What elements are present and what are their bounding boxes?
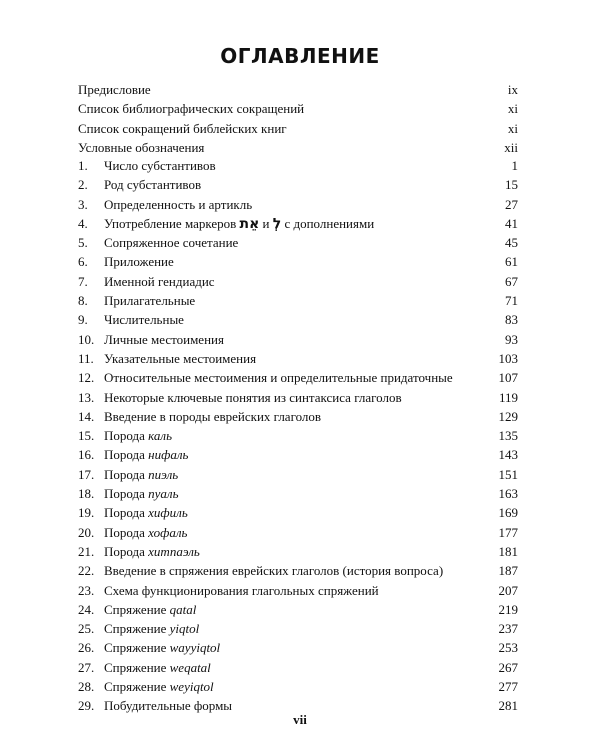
toc-entry-number: 20. bbox=[78, 524, 95, 540]
front-matter-list bbox=[78, 80, 518, 157]
toc-entry[interactable] bbox=[78, 388, 518, 407]
toc-entry-title-text: Порода bbox=[104, 466, 149, 482]
toc-entry[interactable] bbox=[78, 156, 518, 175]
toc-entry-page: xi bbox=[507, 101, 518, 117]
toc-entry-page: 107 bbox=[498, 370, 518, 386]
toc-entry-title-text: Порода bbox=[104, 428, 149, 444]
toc-entry-number: 13. bbox=[78, 389, 95, 405]
toc-entry-number: 2. bbox=[78, 177, 88, 193]
toc-entry-number: 8. bbox=[78, 293, 88, 309]
toc-entry-title-text: и bbox=[259, 215, 273, 231]
chapter-list bbox=[78, 156, 518, 716]
toc-entry[interactable] bbox=[78, 542, 518, 561]
toc-entry-title: Личные местоимения bbox=[104, 331, 224, 347]
toc-entry-page: 281 bbox=[498, 698, 518, 714]
toc-entry-number: 15. bbox=[78, 428, 95, 444]
toc-entry-title-term: пуаль bbox=[148, 486, 179, 502]
toc-entry-title: Число субстантивов bbox=[104, 158, 216, 173]
toc-entry-number: 6. bbox=[78, 254, 88, 270]
toc-entry-page: 41 bbox=[505, 215, 518, 231]
toc-entry-title: Схема функционирования глагольных спряжений bbox=[104, 582, 379, 598]
toc-entry-number: 9. bbox=[78, 312, 88, 328]
toc-entry-page: 277 bbox=[498, 679, 518, 695]
toc-entry[interactable] bbox=[78, 503, 518, 522]
toc-entry-title-term: хифиль bbox=[148, 505, 188, 521]
toc-entry-title-text: Спряжение bbox=[104, 679, 170, 695]
toc-entry-page: xi bbox=[507, 120, 518, 136]
toc-entry-number: 25. bbox=[78, 621, 95, 637]
toc-entry-page: 61 bbox=[505, 254, 518, 270]
toc-entry-number: 7. bbox=[78, 273, 88, 289]
toc-entry-number: 27. bbox=[78, 659, 95, 675]
toc-entry-page: 27 bbox=[505, 196, 518, 212]
toc-entry-title bbox=[104, 619, 199, 638]
toc-entry-page: 163 bbox=[498, 486, 518, 502]
toc-entry-page: 93 bbox=[505, 331, 518, 347]
toc-entry-title-term: хофаль bbox=[148, 524, 188, 540]
toc-entry-number: 10. bbox=[78, 331, 95, 347]
toc-entry-number: 29. bbox=[78, 698, 95, 714]
toc-entry-title: Побудительные формы bbox=[104, 698, 233, 714]
toc-entry-title-term: нифаль bbox=[148, 447, 189, 463]
toc-entry-title bbox=[104, 503, 188, 522]
toc-entry[interactable] bbox=[78, 310, 518, 329]
toc-entry-page: 187 bbox=[498, 563, 518, 579]
toc-entry-title bbox=[104, 484, 179, 503]
toc-entry-title-term: каль bbox=[148, 428, 172, 444]
toc-entry[interactable] bbox=[78, 138, 518, 157]
toc-entry[interactable] bbox=[78, 581, 518, 600]
toc-entry-page: 1 bbox=[511, 158, 518, 173]
toc-entry-title: Введение в породы еврейских глаголов bbox=[104, 408, 322, 424]
toc-entry[interactable] bbox=[78, 677, 518, 696]
toc-entry[interactable] bbox=[78, 175, 518, 194]
toc-entry-number: 1. bbox=[78, 158, 88, 173]
toc-entry[interactable] bbox=[78, 426, 518, 445]
toc-entry-title-text: Порода bbox=[104, 486, 149, 502]
toc-entry-title-term: weyiqtol bbox=[169, 679, 214, 695]
toc-entry-title: Указательные местоимения bbox=[104, 350, 257, 366]
toc-entry-number: 3. bbox=[78, 196, 88, 212]
hebrew-marker: אֵת bbox=[239, 215, 260, 232]
toc-entry-title bbox=[104, 426, 172, 445]
toc-entry-title-term: wayyiqtol bbox=[169, 640, 221, 656]
page-number: vii bbox=[293, 712, 307, 727]
toc-entry[interactable] bbox=[78, 445, 518, 464]
toc-entry-number: 14. bbox=[78, 408, 95, 424]
toc-entry[interactable] bbox=[78, 252, 518, 271]
toc-entry[interactable] bbox=[78, 272, 518, 291]
toc-entry-title-term: хитпаэль bbox=[148, 543, 200, 559]
toc-entry-number: 23. bbox=[78, 582, 95, 598]
toc-entry-page: ix bbox=[507, 82, 518, 97]
toc-entry-number: 11. bbox=[78, 350, 94, 366]
toc-entry-title-term: пиэль bbox=[148, 466, 179, 482]
toc-entry-title-term: weqatal bbox=[169, 659, 211, 675]
toc-entry-title-text: Порода bbox=[104, 447, 149, 463]
toc-entry-title: Род субстантивов bbox=[104, 177, 202, 193]
toc-entry-page: 15 bbox=[505, 177, 518, 193]
toc-entry-title-text: Спряжение bbox=[104, 640, 170, 656]
toc-entry-page: 181 bbox=[498, 543, 518, 559]
toc-entry-title-text: с дополнениями bbox=[281, 215, 375, 231]
toc-entry-title bbox=[104, 600, 196, 619]
toc-entry[interactable] bbox=[78, 80, 518, 99]
toc-entry-title: Предисловие bbox=[78, 82, 151, 97]
toc-entry-page: 253 bbox=[498, 640, 518, 656]
toc-entry[interactable] bbox=[78, 330, 518, 349]
toc-entry-title-term: qatal bbox=[169, 601, 197, 617]
toc-entry-page: 83 bbox=[505, 312, 518, 328]
toc-entry-number: 22. bbox=[78, 563, 95, 579]
toc-entry[interactable] bbox=[78, 368, 518, 387]
toc-entry-page: 135 bbox=[498, 428, 518, 444]
toc-entry-page: 219 bbox=[498, 601, 518, 617]
toc-entry-page: 45 bbox=[505, 235, 518, 251]
toc-entry-title-text: Спряжение bbox=[104, 621, 170, 637]
toc-entry-title bbox=[104, 658, 211, 677]
toc-entry-page: 67 bbox=[505, 273, 518, 289]
toc-entry-page: 207 bbox=[498, 582, 518, 598]
toc-entry-title-text: Спряжение bbox=[104, 659, 170, 675]
toc-entry[interactable] bbox=[78, 407, 518, 426]
toc-entry-page: 267 bbox=[498, 659, 518, 675]
toc-entry[interactable] bbox=[78, 349, 518, 368]
toc-entry[interactable] bbox=[78, 619, 518, 638]
toc-entry-title-text: Порода bbox=[104, 543, 149, 559]
toc-entry-page: xii bbox=[504, 139, 518, 155]
toc-entry-title bbox=[104, 445, 188, 464]
page-title: ОГЛАВЛЕНИЕ bbox=[220, 44, 380, 68]
toc-entry[interactable] bbox=[78, 119, 518, 138]
toc-entry-title-text: Спряжение bbox=[104, 601, 170, 617]
toc-entry-number: 28. bbox=[78, 679, 95, 695]
hebrew-marker: לְ bbox=[272, 215, 282, 232]
toc-entry-title: Приложение bbox=[104, 254, 174, 270]
toc-entry-title: Относительные местоимения и определительные придаточные bbox=[104, 370, 453, 386]
toc-entry-title bbox=[104, 214, 374, 234]
toc-entry-number: 18. bbox=[78, 486, 95, 502]
toc-entry-title: Условные обозначения bbox=[78, 139, 205, 155]
toc-entry-page: 169 bbox=[498, 505, 518, 521]
toc-entry-number: 26. bbox=[78, 640, 95, 656]
toc-entry[interactable] bbox=[78, 99, 518, 118]
toc-entry-number: 5. bbox=[78, 235, 88, 251]
toc-entry[interactable] bbox=[78, 484, 518, 503]
toc-entry-page: 151 bbox=[498, 466, 518, 482]
toc-entry-page: 129 bbox=[498, 408, 518, 424]
toc-entry[interactable] bbox=[78, 600, 518, 619]
toc-entry[interactable] bbox=[78, 638, 518, 657]
toc-entry-title-text: Употребление маркеров bbox=[104, 215, 240, 231]
toc-entry-page: 103 bbox=[498, 350, 518, 366]
toc-entry-title bbox=[104, 638, 220, 657]
toc-entry[interactable] bbox=[78, 523, 518, 542]
toc-entry-title: Сопряженное сочетание bbox=[104, 235, 239, 251]
toc-entry-title: Введение в спряжения еврейских глаголов (история вопроса) bbox=[104, 563, 444, 579]
toc-entry-title: Именной гендиадис bbox=[104, 273, 215, 289]
toc-entry-title bbox=[104, 523, 187, 542]
toc-entry[interactable] bbox=[78, 214, 518, 233]
toc-entry-title-text: Порода bbox=[104, 505, 149, 521]
toc-entry[interactable] bbox=[78, 658, 518, 677]
toc-entry-title: Определенность и артикль bbox=[104, 196, 253, 212]
toc-entry[interactable] bbox=[78, 291, 518, 310]
toc-entry-title bbox=[104, 465, 178, 484]
toc-entry-title bbox=[104, 542, 200, 561]
toc-entry-title-text: Порода bbox=[104, 524, 149, 540]
toc-entry-page: 177 bbox=[498, 524, 518, 540]
toc-entry-page: 71 bbox=[505, 293, 518, 309]
toc-entry[interactable] bbox=[78, 233, 518, 252]
toc-entry-number: 19. bbox=[78, 505, 95, 521]
toc-entry-title: Список библиографических сокращений bbox=[78, 101, 305, 117]
toc-entry-page: 119 bbox=[498, 389, 518, 405]
toc-entry-number: 4. bbox=[78, 215, 88, 231]
toc-entry-title: Прилагательные bbox=[104, 293, 196, 309]
toc-entry[interactable] bbox=[78, 195, 518, 214]
toc-entry-number: 24. bbox=[78, 601, 95, 617]
toc-entry-title: Некоторые ключевые понятия из синтаксиса глаголов bbox=[104, 389, 402, 405]
toc-entry-number: 17. bbox=[78, 466, 95, 482]
toc-entry-number: 21. bbox=[78, 543, 95, 559]
toc-entry-title-term: yiqtol bbox=[169, 621, 200, 637]
toc-entry-page: 237 bbox=[498, 621, 518, 637]
toc-entry[interactable] bbox=[78, 465, 518, 484]
toc-entry-page: 143 bbox=[498, 447, 518, 463]
toc-entry-title: Список сокращений библейских книг bbox=[78, 120, 287, 136]
toc-entry-title: Числительные bbox=[104, 312, 184, 328]
toc-entry-title bbox=[104, 677, 214, 696]
toc-entry-number: 12. bbox=[78, 370, 95, 386]
toc-entry-number: 16. bbox=[78, 447, 95, 463]
toc-entry[interactable] bbox=[78, 561, 518, 580]
